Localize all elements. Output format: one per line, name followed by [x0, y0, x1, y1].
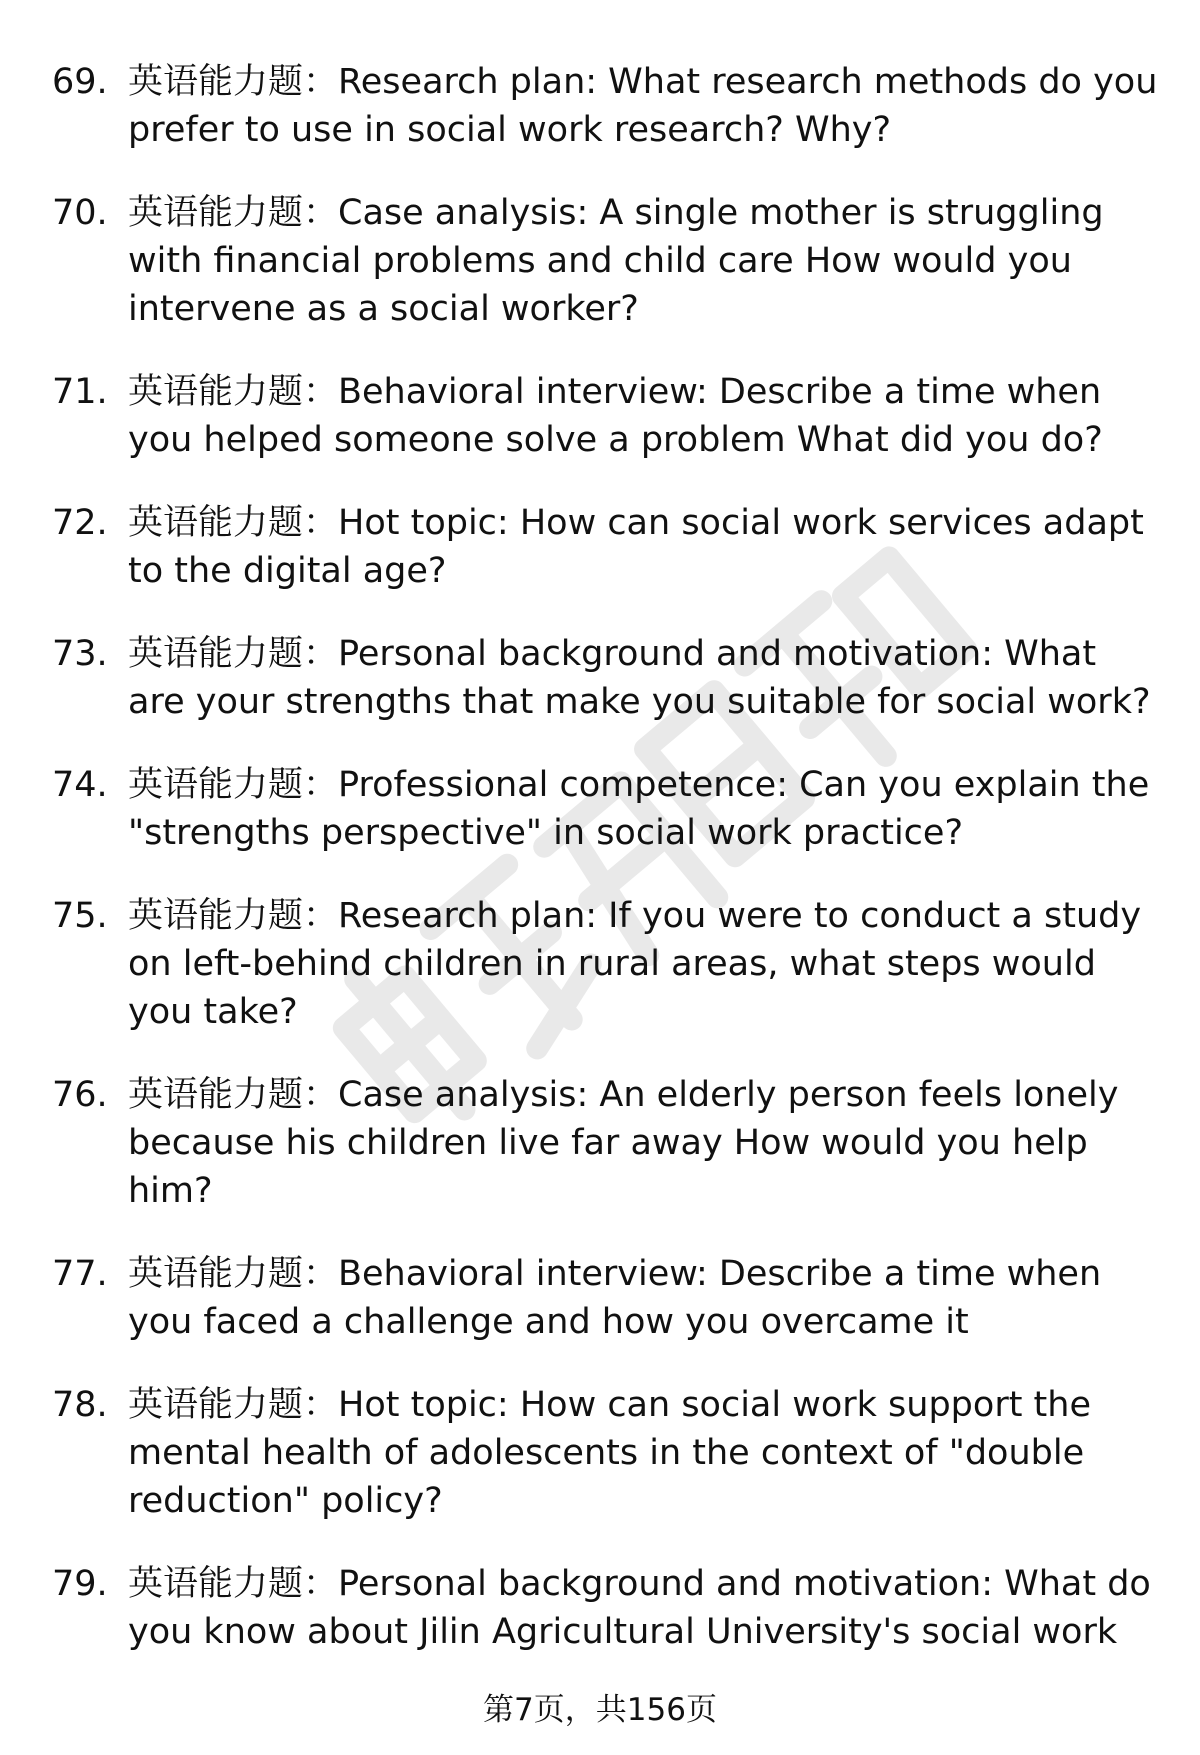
question-text: Research plan: If you were to conduct a study on left-behind children in rural areas, what steps would you take? [128, 896, 1142, 1032]
question-text: Personal background and motivation: What do you know about Jilin Agricultural University's social work [128, 1564, 1151, 1652]
question-body [128, 499, 1162, 595]
question-text: Hot topic: How can social work support the mental health of adolescents in the context of "double reduction" policy? [128, 1385, 1091, 1521]
question-category: 英语能力题： [128, 1075, 339, 1115]
question-body [128, 189, 1162, 333]
question-number: 70. [52, 193, 108, 233]
question-category: 英语能力题： [128, 1254, 339, 1294]
question-text: Research plan: What research methods do you prefer to use in social work research? Why? [128, 62, 1158, 150]
question-number: 78. [52, 1385, 108, 1425]
question-category: 英语能力题： [128, 1564, 339, 1604]
question-category: 英语能力题： [128, 372, 339, 412]
question-item [52, 499, 1162, 595]
question-category: 英语能力题： [128, 765, 339, 805]
question-category: 英语能力题： [128, 193, 339, 233]
question-number: 73. [52, 634, 108, 674]
question-text: Personal background and motivation: What are your strengths that make you suitable for social work? [128, 634, 1151, 722]
question-category: 英语能力题： [128, 634, 339, 674]
question-item [52, 58, 1162, 154]
question-number: 75. [52, 896, 108, 936]
question-text: Hot topic: How can social work services adapt to the digital age? [128, 503, 1144, 591]
question-body [128, 1071, 1162, 1215]
question-text: Behavioral interview: Describe a time when you faced a challenge and how you overcame it [128, 1254, 1102, 1342]
question-body [128, 1560, 1162, 1656]
question-number: 74. [52, 765, 108, 805]
question-number: 69. [52, 62, 108, 102]
question-number: 77. [52, 1254, 108, 1294]
question-item [52, 1250, 1162, 1346]
question-number: 79. [52, 1564, 108, 1604]
question-item [52, 761, 1162, 857]
question-item [52, 630, 1162, 726]
question-item [52, 1560, 1162, 1656]
question-category: 英语能力题： [128, 1385, 339, 1425]
question-item [52, 1381, 1162, 1525]
question-body [128, 761, 1162, 857]
question-number: 76. [52, 1075, 108, 1115]
question-number: 72. [52, 503, 108, 543]
question-item [52, 368, 1162, 464]
question-category: 英语能力题： [128, 503, 339, 543]
question-body [128, 58, 1162, 154]
question-text: Behavioral interview: Describe a time when you helped someone solve a problem What did you do? [128, 372, 1103, 460]
question-item [52, 1071, 1162, 1215]
question-body [128, 368, 1162, 464]
question-text: Case analysis: An elderly person feels lonely because his children live far away How would you help him? [128, 1075, 1119, 1211]
question-body [128, 1250, 1162, 1346]
question-body [128, 892, 1162, 1036]
question-number: 71. [52, 372, 108, 412]
question-text: Professional competence: Can you explain the "strengths perspective" in social work practice? [128, 765, 1150, 853]
question-category: 英语能力题： [128, 896, 339, 936]
question-category: 英语能力题： [128, 62, 339, 102]
question-item [52, 189, 1162, 333]
question-body [128, 1381, 1162, 1525]
page-number-footer: 第7页，共156页 [483, 1692, 717, 1728]
question-text: Case analysis: A single mother is struggling with financial problems and child care How would you intervene as a social worker? [128, 193, 1104, 329]
question-body [128, 630, 1162, 726]
question-list [52, 58, 1162, 1691]
question-item [52, 892, 1162, 1036]
